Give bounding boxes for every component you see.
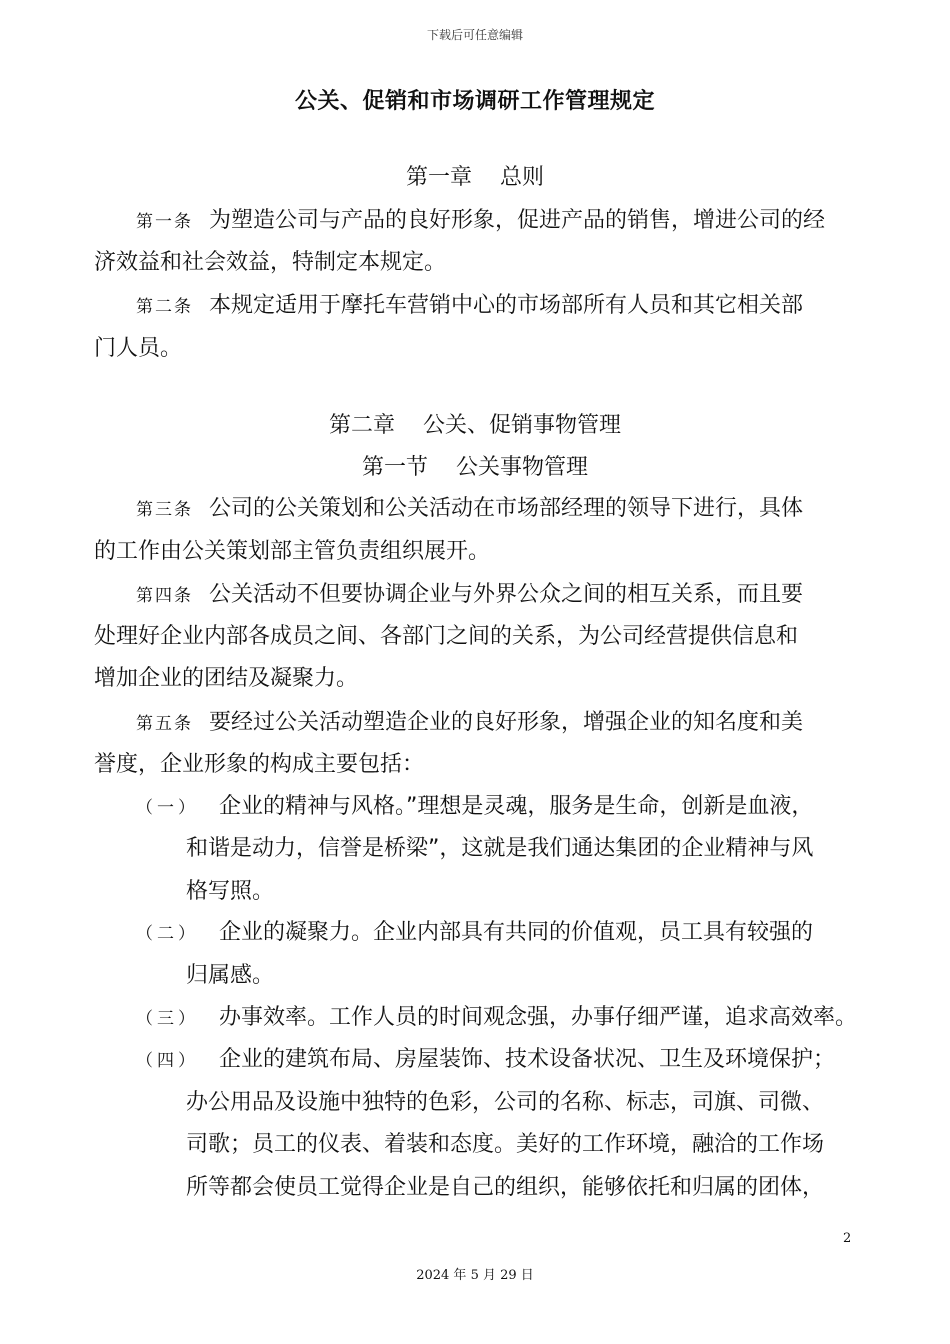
article-1-label: 第一条 [136,212,193,232]
article-4-line-3: 增加企业的团结及凝聚力。 [94,666,359,691]
item-1-line-3: 格写照。 [186,879,275,904]
header-note: 下载后可任意编辑 [426,28,523,42]
item-1-line-2: 和谐是动力，信誉是桥梁”，这就是我们通达集团的企业精神与风 [186,836,814,861]
item-4-line-3: 司歌；员工的仪表、着装和态度。美好的工作环境，融洽的工作场 [186,1132,825,1157]
chapter-2-label: 第二章 [328,413,395,438]
chapter-1-heading [0,160,950,191]
article-2-line-1 [136,288,803,319]
article-5-label: 第五条 [136,714,193,734]
page-number: 2 [843,1231,852,1246]
article-4-label: 第四条 [136,586,193,606]
item-3-label: （三） [136,1009,199,1029]
chapter-2-name: 公关、促销事物管理 [423,413,622,438]
article-2-text: 本规定适用于摩托车营销中心的市场部所有人员和其它相关部 [209,293,804,318]
item-2-line-2: 归属感。 [186,963,275,988]
article-4-line-1 [136,577,803,608]
item-4-label: （四） [136,1051,199,1071]
footer-date: 2024 年 5 月 29 日 [416,1268,534,1283]
item-1-label: （一） [136,798,199,818]
item-2-line-1: 企业的凝聚力。企业内部具有共同的价值观，员工具有较强的 [219,920,814,945]
article-4-text: 公关活动不但要协调企业与外界公众之间的相互关系，而且要 [209,582,804,607]
document-title: 公关、促销和市场调研工作管理规定 [294,89,655,114]
item-1-line-1: 企业的精神与风格。”理想是灵魂，服务是生命，创新是血液， [219,794,814,819]
article-3-line-1 [136,491,803,522]
article-2-label: 第二条 [136,297,193,317]
chapter-1-label: 第一章 [405,165,472,190]
article-1-line-1 [136,203,825,234]
section-1-heading [0,450,950,481]
item-4-line-4: 所等都会使员工觉得企业是自己的组织，能够依托和归属的团体， [186,1175,825,1200]
article-1-text: 为塑造公司与产品的良好形象，促进产品的销售，增进公司的经 [209,208,826,233]
section-1-name: 公关事物管理 [456,455,589,480]
chapter-2-heading [0,408,950,439]
item-3-line-1: 办事效率。工作人员的时间观念强，办事仔细严谨，追求高效率。 [219,1005,858,1030]
item-2-label: （二） [136,924,199,944]
section-1-label: 第一节 [361,455,428,480]
article-1-line-2: 济效益和社会效益，特制定本规定。 [94,250,447,275]
article-5-line-1 [136,705,803,736]
article-3-line-2: 的工作由公关策划部主管负责组织展开。 [94,539,491,564]
item-4-line-1: 企业的建筑布局、房屋装饰、技术设备状况、卫生及环境保护； [219,1047,836,1072]
article-4-line-2: 处理好企业内部各成员之间、各部门之间的关系，为公司经营提供信息和 [94,624,799,649]
article-5-text: 要经过公关活动塑造企业的良好形象，增强企业的知名度和美 [209,710,804,735]
chapter-1-name: 总则 [500,165,545,190]
article-2-line-2: 门人员。 [94,336,183,361]
article-3-label: 第三条 [136,500,193,520]
item-4-line-2: 办公用品及设施中独特的色彩，公司的名称、标志，司旗、司微、 [186,1090,825,1115]
article-5-line-2: 誉度，企业形象的构成主要包括： [94,752,425,777]
article-3-text: 公司的公关策划和公关活动在市场部经理的领导下进行，具体 [209,496,804,521]
